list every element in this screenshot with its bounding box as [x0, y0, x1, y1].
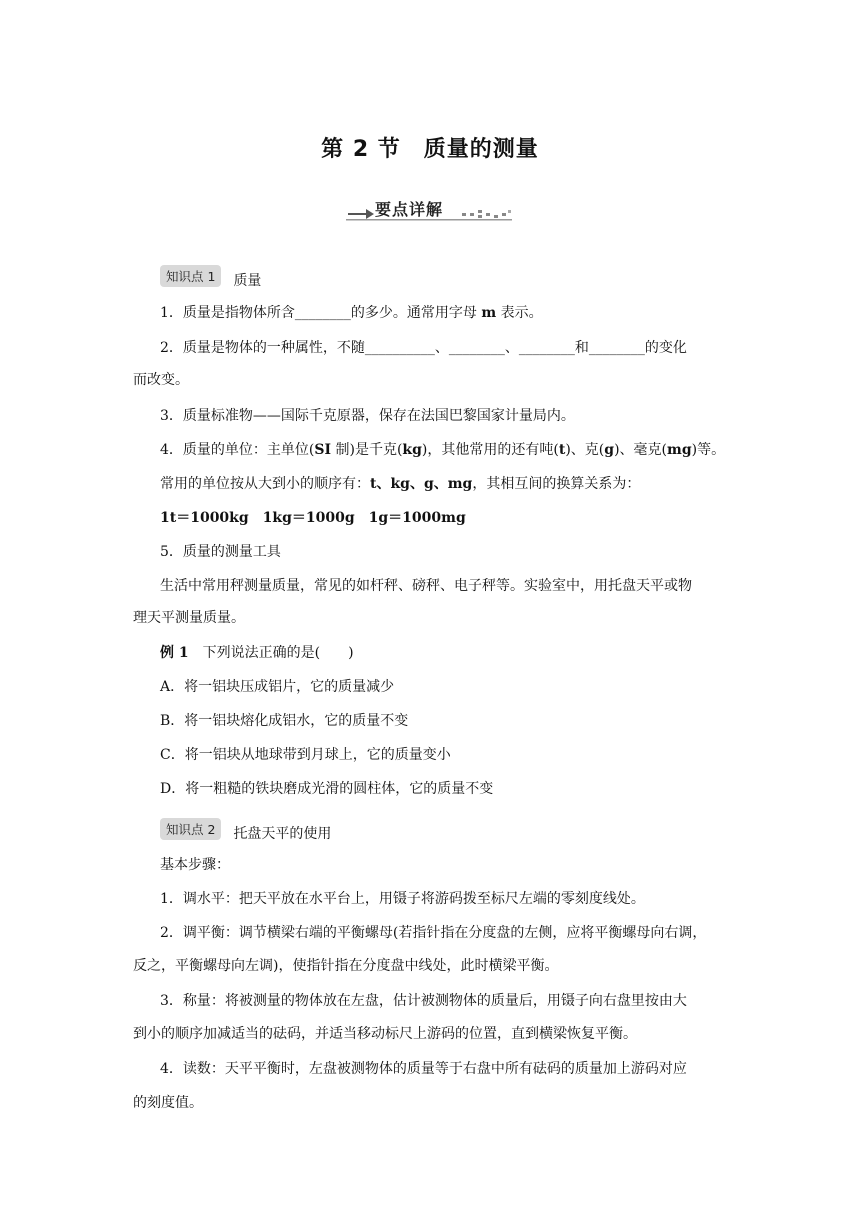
option-c: C．将一铝块从地球带到月球上，它的质量变小 — [160, 747, 451, 763]
page-title: 第 2 节 质量的测量 — [321, 137, 539, 162]
example-label: 例 1 — [160, 645, 189, 661]
knowledge-point-1 — [160, 262, 261, 290]
knowledge-point-2 — [160, 815, 331, 843]
step-2-line-1: 2．调平衡：调节横梁右端的平衡螺母(若指针指在分度盘的左侧，应将平衡螺母向右调， — [160, 925, 707, 941]
step-3-line-1: 3．称量：将被测量的物体放在左盘，估计被测物体的质量后，用镊子向右盘里按由大 — [160, 993, 687, 1009]
step-2-line-2: 反之，平衡螺母向左调)，使指针指在分度盘中线处，此时横梁平衡。 — [133, 958, 559, 974]
step-3-line-2: 到小的顺序加减适当的砝码，并适当移动标尺上游码的位置，直到横梁恢复平衡。 — [133, 1026, 637, 1042]
paragraph-6-line-2: 理天平测量质量。 — [133, 610, 245, 626]
knowledge-point-tag: 知识点 1 — [160, 265, 221, 287]
example-question: 例 1 下列说法正确的是( ) — [160, 645, 354, 661]
step-4-line-2: 的刻度值。 — [133, 1095, 203, 1111]
banner-label: 要点详解 — [375, 200, 444, 219]
option-a: A．将一铝块压成铝片，它的质量减少 — [160, 679, 395, 695]
paragraph-4-line-1: 4．质量的单位：主单位(SI 制)是千克(kg)，其他常用的还有吨(t)、克(g)、毫克(mg)等。 — [160, 442, 726, 458]
option-d: D．将一粗糙的铁块磨成光滑的圆柱体，它的质量不变 — [160, 781, 494, 797]
paragraph-1: 1．质量是指物体所含________的多少。通常用字母 m 表示。 — [160, 305, 543, 321]
paragraph-2-line-2: 而改变。 — [133, 372, 189, 388]
steps-heading: 基本步骤： — [160, 857, 230, 873]
paragraph-6-line-1: 生活中常用秤测量质量，常见的如杆秤、磅秤、电子秤等。实验室中，用托盘天平或物 — [160, 578, 692, 594]
option-b: B．将一铝块熔化成铝水，它的质量不变 — [160, 713, 409, 729]
step-4-line-1: 4．读数：天平平衡时，左盘被测物体的质量等于右盘中所有砝码的质量加上游码对应 — [160, 1061, 687, 1077]
paragraph-4-line-2: 常用的单位按从大到小的顺序有：t、kg、g、mg，其相互间的换算关系为： — [160, 476, 641, 492]
knowledge-point-tag: 知识点 2 — [160, 818, 221, 840]
paragraph-3: 3．质量标准物——国际千克原器，保存在法国巴黎国家计量局内。 — [160, 408, 575, 424]
knowledge-point-title: 托盘天平的使用 — [233, 826, 332, 842]
knowledge-point-title: 质量 — [233, 273, 262, 289]
section-banner — [344, 196, 516, 222]
paragraph-5: 5．质量的测量工具 — [160, 544, 281, 560]
paragraph-2-line-1: 2．质量是物体的一种属性，不随__________、________、________和________的变化 — [160, 340, 687, 356]
unit-conversion: 1t＝1000kg 1kg＝1000g 1g＝1000mg — [160, 510, 466, 526]
step-1: 1．调水平：把天平放在水平台上，用镊子将游码拨至标尺左端的零刻度线处。 — [160, 891, 645, 907]
